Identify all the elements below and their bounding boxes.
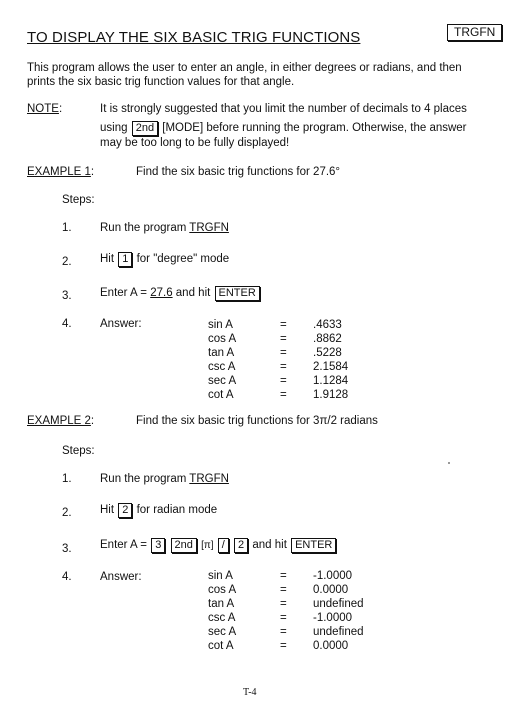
example1-step1-number: 1. bbox=[62, 222, 72, 234]
example2-answer-fn-3: csc A bbox=[208, 612, 236, 624]
example2-step1 bbox=[100, 473, 229, 485]
example1-answer-fn-5: cot A bbox=[208, 389, 234, 401]
note-line-2 bbox=[100, 121, 467, 136]
note-line-2-post: [MODE] before running the program. Otherwise, the answer bbox=[162, 122, 467, 134]
key-2nd: 2nd bbox=[132, 121, 158, 136]
example1-answer-eq-1: = bbox=[280, 333, 287, 345]
example2-answer-fn-1: cos A bbox=[208, 584, 237, 596]
key-enter-b: ENTER bbox=[291, 538, 336, 553]
example1-answer-eq-3: = bbox=[280, 361, 287, 373]
intro-line-2: prints the six basic trig function values for that angle. bbox=[27, 76, 295, 88]
key-divide: / bbox=[218, 538, 229, 553]
example2-description: Find the six basic trig functions for 3π/2 radians bbox=[136, 415, 378, 427]
example2-answer-eq-3: = bbox=[280, 612, 287, 624]
example1-step3-mid: and hit bbox=[172, 287, 211, 299]
example2-step3-number: 3. bbox=[62, 543, 72, 555]
example1-answer-fn-4: sec A bbox=[208, 375, 237, 387]
example2-step2-post: for radian mode bbox=[136, 504, 218, 516]
page-title: TO DISPLAY THE SIX BASIC TRIG FUNCTIONS bbox=[27, 29, 361, 46]
example1-step3-pre: Enter A = bbox=[100, 287, 151, 299]
example2-answer-fn-4: sec A bbox=[208, 626, 237, 638]
example1-answer-label: Answer: bbox=[100, 318, 142, 330]
example1-answer-eq-5: = bbox=[280, 389, 287, 401]
pi-label: [π] bbox=[201, 540, 214, 551]
example1-label: EXAMPLE 1 bbox=[27, 166, 91, 178]
example1-answer-val-0: .4633 bbox=[313, 319, 342, 331]
example1-description: Find the six basic trig functions for 27.6° bbox=[136, 166, 341, 178]
scan-speck bbox=[448, 462, 450, 464]
example1-answer-fn-1: cos A bbox=[208, 333, 237, 345]
note-colon: : bbox=[58, 103, 63, 115]
example1-step1-text: Run the program bbox=[100, 222, 190, 234]
example2-step2 bbox=[100, 503, 217, 518]
example1-step3-number: 3. bbox=[62, 290, 72, 302]
example1-step2-number: 2. bbox=[62, 256, 72, 268]
example2-step2-pre: Hit bbox=[100, 504, 115, 516]
example2-step3 bbox=[100, 538, 337, 553]
example1-answer-eq-2: = bbox=[280, 347, 287, 359]
example2-answer-fn-5: cot A bbox=[208, 640, 234, 652]
example1-step4-number: 4. bbox=[62, 318, 72, 330]
example1-answer-val-3: 2.1584 bbox=[313, 361, 349, 373]
example1-answer-fn-0: sin A bbox=[208, 319, 233, 331]
example2-answer-val-3: -1.0000 bbox=[313, 612, 353, 624]
page-number: T-4 bbox=[243, 687, 257, 698]
example2-answer-label: Answer: bbox=[100, 571, 142, 583]
example1-answer-fn-3: csc A bbox=[208, 361, 236, 373]
example2-answer-val-2: undefined bbox=[313, 598, 364, 610]
example1-answer-val-2: .5228 bbox=[313, 347, 342, 359]
example1-colon: : bbox=[90, 166, 95, 178]
example1-label-wrap bbox=[27, 166, 94, 178]
example1-step2-post: for "degree" mode bbox=[136, 253, 230, 265]
example2-step3-pre: Enter A = bbox=[100, 539, 151, 551]
example1-step3-value: 27.6 bbox=[150, 287, 173, 299]
example2-step1-text: Run the program bbox=[100, 473, 190, 485]
example2-answer-val-0: -1.0000 bbox=[313, 570, 353, 582]
example2-answer-eq-1: = bbox=[280, 584, 287, 596]
example2-answer-eq-5: = bbox=[280, 640, 287, 652]
example1-steps-label: Steps: bbox=[62, 194, 95, 206]
key-enter: ENTER bbox=[215, 286, 260, 301]
example2-step2-number: 2. bbox=[62, 507, 72, 519]
example2-step3-mid: and hit bbox=[252, 539, 287, 551]
example2-label-wrap bbox=[27, 415, 94, 427]
key-1: 1 bbox=[118, 252, 132, 267]
example2-step1-number: 1. bbox=[62, 473, 72, 485]
example1-step2-pre: Hit bbox=[100, 253, 115, 265]
example1-step1 bbox=[100, 222, 229, 234]
key-2-b: 2 bbox=[234, 538, 248, 553]
example2-colon: : bbox=[90, 415, 95, 427]
example2-answer-eq-4: = bbox=[280, 626, 287, 638]
example2-answer-val-1: 0.0000 bbox=[313, 584, 349, 596]
example2-step4-number: 4. bbox=[62, 571, 72, 583]
example2-step1-program: TRGFN bbox=[189, 473, 229, 485]
example2-answer-eq-0: = bbox=[280, 570, 287, 582]
example1-step3 bbox=[100, 286, 261, 301]
example1-answer-val-4: 1.1284 bbox=[313, 375, 349, 387]
note-label-wrap bbox=[27, 103, 62, 115]
example1-answer-fn-2: tan A bbox=[208, 347, 235, 359]
example2-steps-label: Steps: bbox=[62, 445, 95, 457]
example1-answer-eq-4: = bbox=[280, 375, 287, 387]
example1-answer-val-1: .8862 bbox=[313, 333, 342, 345]
key-3: 3 bbox=[151, 538, 165, 553]
example2-answer-fn-2: tan A bbox=[208, 598, 235, 610]
example1-answer-val-5: 1.9128 bbox=[313, 389, 349, 401]
example2-label: EXAMPLE 2 bbox=[27, 415, 91, 427]
example2-answer-fn-0: sin A bbox=[208, 570, 233, 582]
intro-line-1: This program allows the user to enter an angle, in either degrees or radians, and then bbox=[27, 62, 462, 74]
example2-answer-eq-2: = bbox=[280, 598, 287, 610]
note-line-1: It is strongly suggested that you limit the number of decimals to 4 places bbox=[100, 103, 467, 115]
example1-step1-program: TRGFN bbox=[189, 222, 229, 234]
note-label: NOTE bbox=[27, 103, 59, 115]
note-line-3: may be too long to be fully displayed! bbox=[100, 137, 290, 149]
example2-answer-val-4: undefined bbox=[313, 626, 364, 638]
example1-answer-eq-0: = bbox=[280, 319, 287, 331]
example1-step2 bbox=[100, 252, 229, 267]
key-2nd-b: 2nd bbox=[171, 538, 197, 553]
example2-answer-val-5: 0.0000 bbox=[313, 640, 349, 652]
note-line-2-pre: using bbox=[100, 122, 128, 134]
key-2: 2 bbox=[118, 503, 132, 518]
program-name-badge: TRGFN bbox=[447, 24, 502, 41]
